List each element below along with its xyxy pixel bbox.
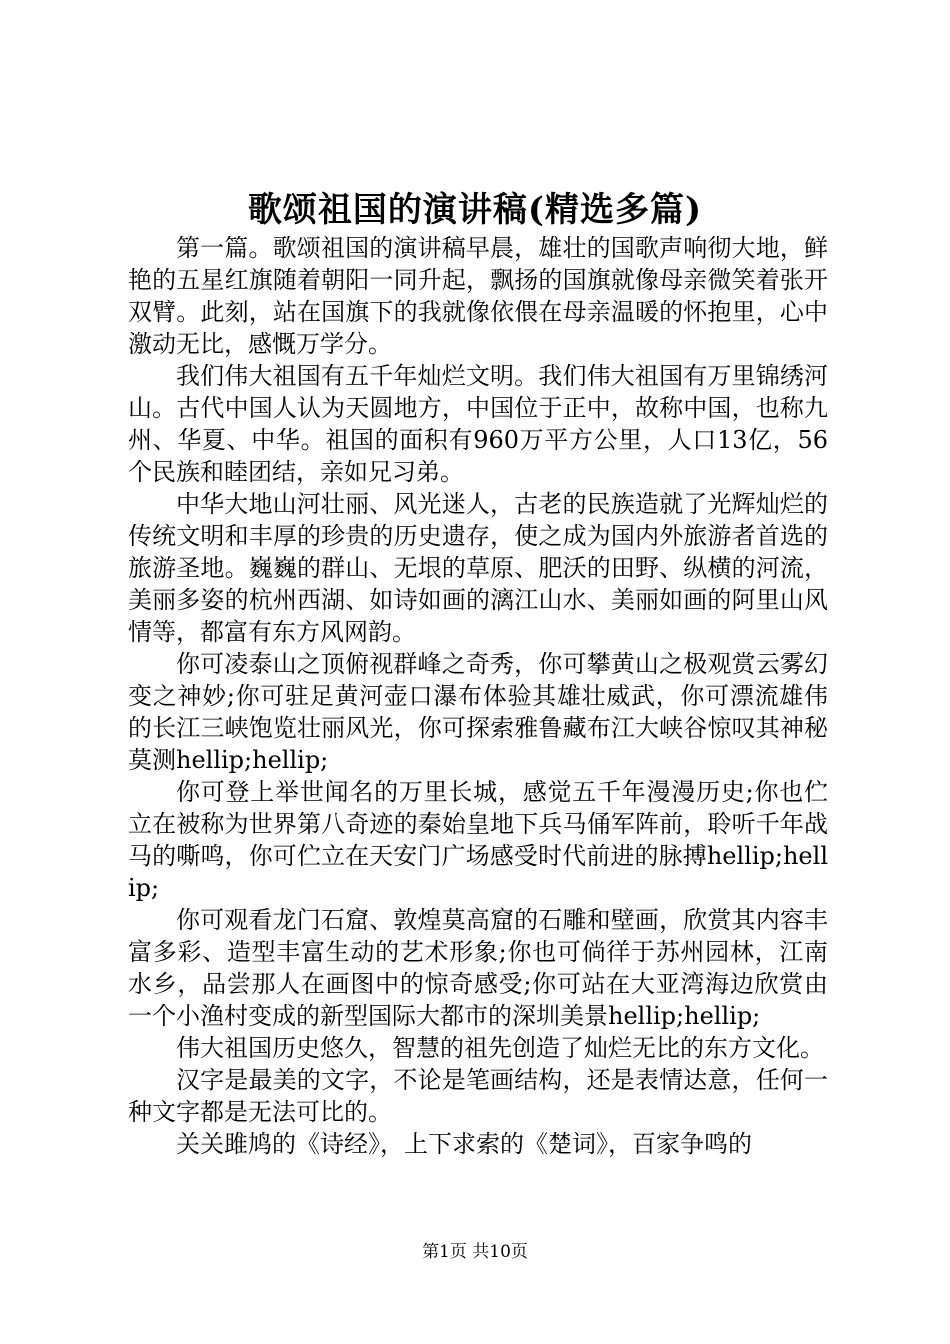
document-title: 歌颂祖国的演讲稿(精选多篇) xyxy=(247,190,703,230)
page-footer: 第1页 共10页 xyxy=(422,1242,528,1262)
paragraph-5: 你可登上举世闻名的万里长城，感觉五千年漫漫历史;你也伫立在被称为世界第八奇迹的秦始皇地下兵马俑军阵前，聆听千年战马的嘶鸣，你可伫立在天安门广场感受时代前进的脉搏hellip;hellip; xyxy=(128,778,828,902)
paragraph-7: 伟大祖国历史悠久，智慧的祖先创造了灿烂无比的东方文化。 xyxy=(176,1034,824,1062)
paragraph-2: 我们伟大祖国有五千年灿烂文明。我们伟大祖国有万里锦绣河山。古代中国人认为天圆地方，中国位于正中，故称中国，也称九州、华夏、中华。祖国的面积有960万平方公里，人口13亿，56个民族和睦团结，亲如兄习弟。 xyxy=(128,362,828,486)
paragraph-6: 你可观看龙门石窟、敦煌莫高窟的石雕和壁画，欣赏其内容丰富多彩、造型丰富生动的艺术形象;你也可倘徉于苏州园林，江南水乡，品尝那人在画图中的惊奇感受;你可站在大亚湾海边欣赏由一个小渔村变成的新型国际大都市的深圳美景hellip;hellip; xyxy=(128,906,828,1030)
paragraph-3: 中华大地山河壮丽、风光迷人，古老的民族造就了光辉灿烂的传统文明和丰厚的珍贵的历史遗存，使之成为国内外旅游者首选的旅游圣地。巍巍的群山、无垠的草原、肥沃的田野、纵横的河流，美丽多姿的杭州西湖、如诗如画的漓江山水、美丽如画的阿里山风情等，都富有东方风网韵。 xyxy=(128,490,828,646)
paragraph-8: 汉字是最美的文字，不论是笔画结构，还是表情达意，任何一种文字都是无法可比的。 xyxy=(128,1066,828,1126)
paragraph-1: 第一篇。歌颂祖国的演讲稿早晨，雄壮的国歌声响彻大地，鲜艳的五星红旗随着朝阳一同升起，飘扬的国旗就像母亲微笑着张开双臂。此刻，站在国旗下的我就像依偎在母亲温暖的怀抱里，心中激动无比，感慨万学分。 xyxy=(128,234,828,358)
paragraph-4: 你可凌泰山之顶俯视群峰之奇秀，你可攀黄山之极观赏云雾幻变之神妙;你可驻足黄河壶口瀑布体验其雄壮威武，你可漂流雄伟的长江三峡饱览壮丽风光，你可探索雅鲁藏布江大峡谷惊叹其神秘莫测hellip;hellip; xyxy=(128,650,828,774)
document-body xyxy=(128,232,828,1160)
paragraph-9: 关关雎鸠的《诗经》，上下求索的《楚词》，百家争鸣的 xyxy=(176,1130,752,1158)
